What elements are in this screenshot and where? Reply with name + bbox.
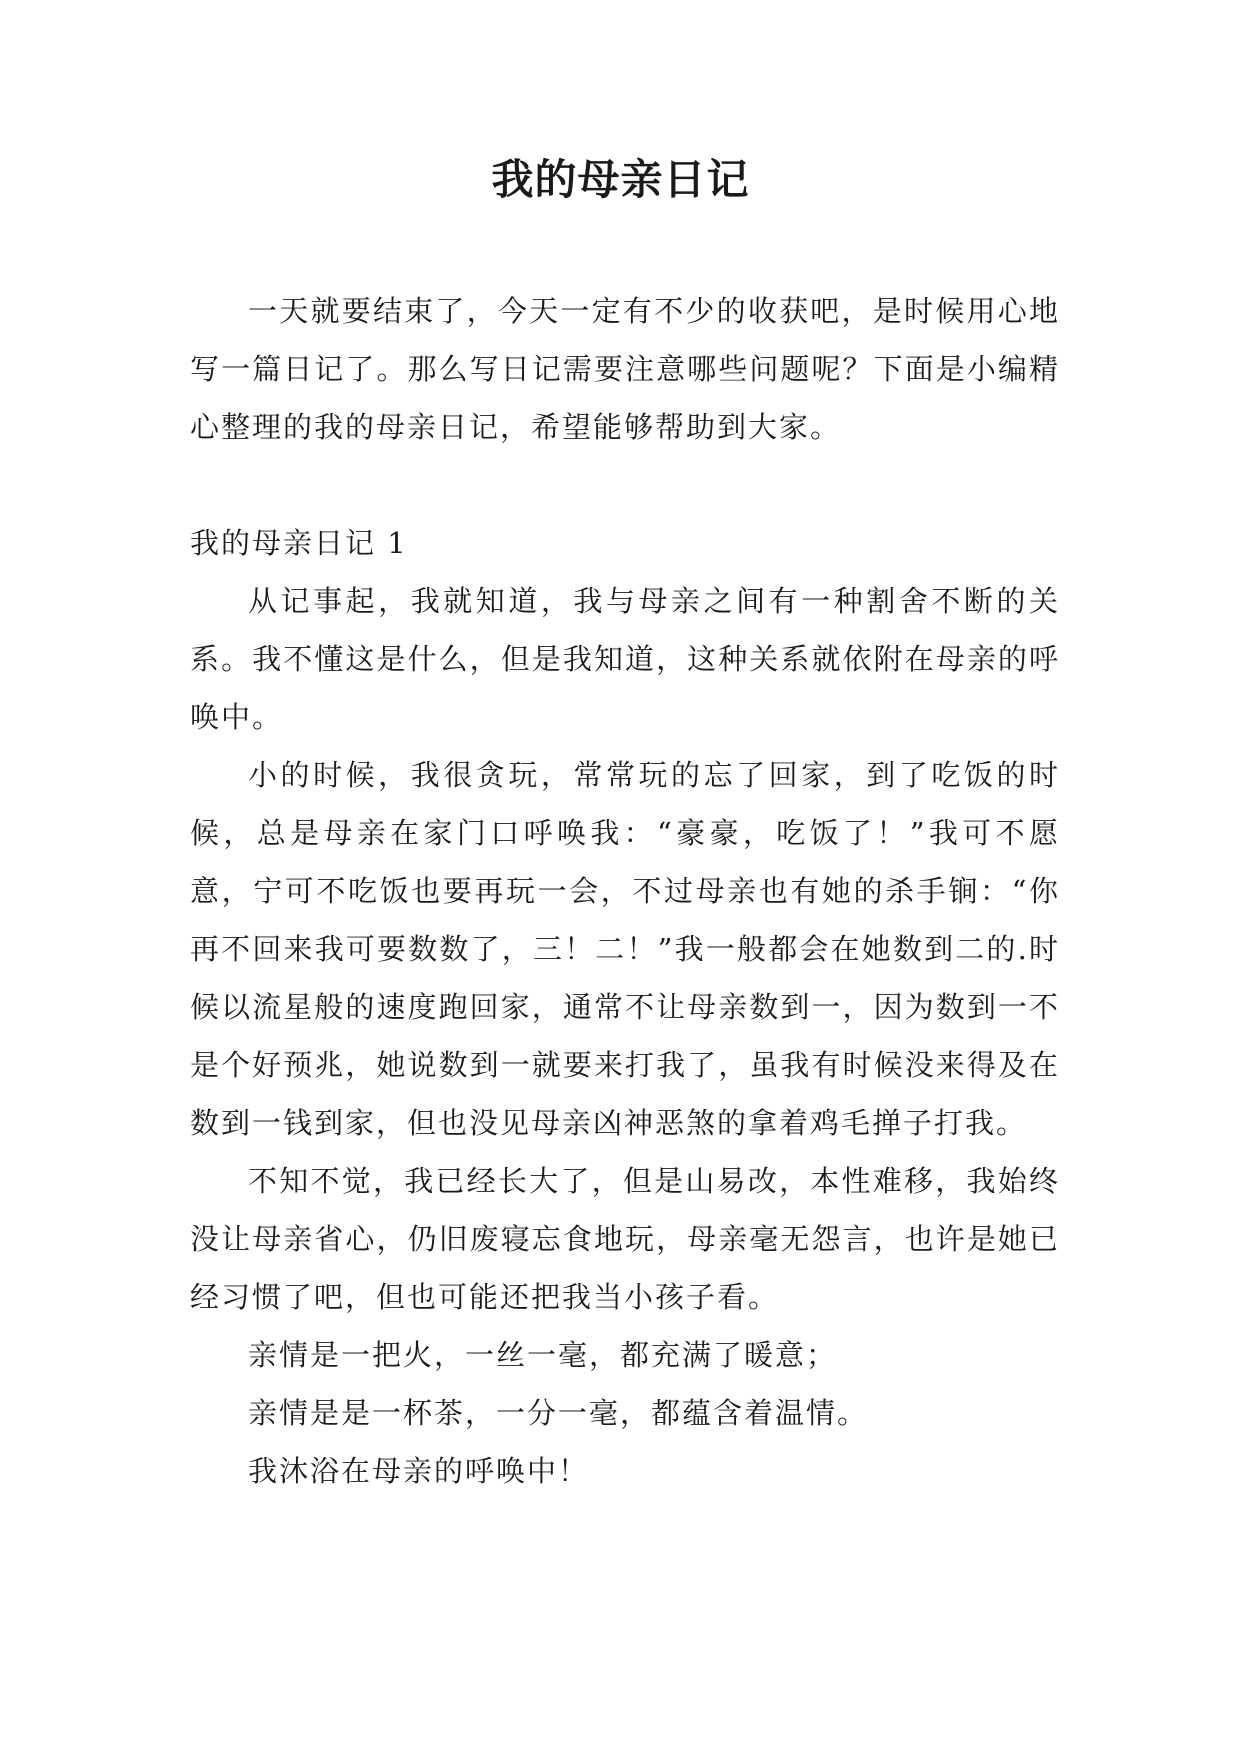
paragraph-2: 小的时候，我很贪玩，常常玩的忘了回家，到了吃饭的时候，总是母亲在家门口呼唤我：“豪豪，吃饭了！”我可不愿意，宁可不吃饭也要再玩一会，不过母亲也有她的杀手锏：“你再不回来我可要数数了，三！二！”我一般都会在她数到二的.时候以流星般的速度跑回家，通常不让母亲数到一，因为数到一不是个好预兆，她说数到一就要来打我了，虽我有时候没来得及在数到一钱到家，但也没见母亲凶神恶煞的拿着鸡毛掸子打我。 xyxy=(190,758,1060,1140)
intro-paragraph: 一天就要结束了，今天一定有不少的收获吧，是时候用心地写一篇日记了。那么写日记需要注意哪些问题呢？下面是小编精心整理的我的母亲日记，希望能够帮助到大家。 xyxy=(190,294,1060,444)
section-heading: 我的母亲日记 1 xyxy=(190,526,408,560)
paragraph-6: 我沐浴在母亲的呼唤中！ xyxy=(248,1454,590,1488)
paragraph-5: 亲情是是一杯茶，一分一毫，都蕴含着温情。 xyxy=(248,1396,869,1430)
paragraph-3: 不知不觉，我已经长大了，但是山易改，本性难移，我始终没让母亲省心，仍旧废寝忘食地玩，母亲毫无怨言，也许是她已经习惯了吧，但也可能还把我当小孩子看。 xyxy=(190,1164,1060,1314)
document-title: 我的母亲日记 xyxy=(491,155,750,204)
paragraph-4: 亲情是一把火，一丝一毫，都充满了暖意； xyxy=(248,1338,838,1372)
paragraph-1: 从记事起，我就知道，我与母亲之间有一种割舍不断的关系。我不懂这是什么，但是我知道，这种关系就依附在母亲的呼唤中。 xyxy=(190,584,1060,734)
document-body xyxy=(190,282,1060,1500)
